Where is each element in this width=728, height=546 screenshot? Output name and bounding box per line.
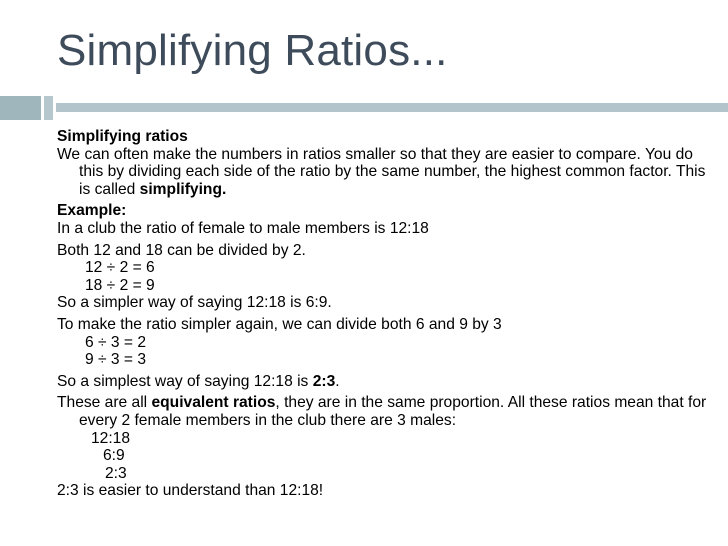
example-label-text: Example: bbox=[57, 202, 127, 220]
equiv-bold-text: equivalent ratios bbox=[151, 394, 276, 412]
equiv-pre-text: These are all bbox=[57, 394, 152, 412]
title-rule bbox=[56, 103, 728, 112]
simplest-paragraph bbox=[57, 373, 717, 391]
simplest-bold-text: 2:3 bbox=[312, 372, 336, 390]
simplest-pre-text: So a simplest way of saying 12:18 is bbox=[57, 372, 313, 390]
ratio-line-2: 6:9 bbox=[103, 447, 125, 465]
example-text: In a club the ratio of female to male members is 12:18 bbox=[57, 219, 429, 237]
calc-line-1: 12 ÷ 2 = 6 bbox=[85, 259, 155, 277]
step1-result: So a simpler way of saying 12:18 is 6:9. bbox=[57, 294, 332, 312]
simplest-post-text: . bbox=[335, 372, 340, 390]
slide-title: Simplifying Ratios... bbox=[57, 26, 448, 75]
calc-line-4: 9 ÷ 3 = 3 bbox=[85, 351, 147, 369]
intro-paragraph bbox=[57, 146, 717, 199]
step2-text: To make the ratio simpler again, we can divide both 6 and 9 by 3 bbox=[57, 315, 502, 333]
ratio-line-1: 12:18 bbox=[91, 429, 131, 447]
equivalent-paragraph bbox=[57, 394, 717, 429]
section-heading bbox=[57, 128, 717, 146]
example-label bbox=[57, 202, 717, 220]
conclusion-text: 2:3 is easier to understand than 12:18! bbox=[57, 482, 324, 500]
equiv-post-text: , they are in the same proportion. All these ratios mean that for every 2 female members in the club there are 3 males: bbox=[79, 394, 707, 429]
calc-line-3: 6 ÷ 3 = 2 bbox=[85, 333, 147, 351]
accent-bar bbox=[0, 96, 41, 120]
step1-text: Both 12 and 18 can be divided by 2. bbox=[57, 241, 306, 259]
intro-text: We can often make the numbers in ratios smaller so that they are easier to compare. You do this by dividing each side of the ratio by the same number, the highest common factor. This is called bbox=[57, 145, 706, 198]
ratio-line-3: 2:3 bbox=[105, 464, 127, 482]
calc-line-2: 18 ÷ 2 = 9 bbox=[85, 276, 155, 294]
section-heading-text: Simplifying ratios bbox=[57, 128, 188, 145]
accent-square bbox=[44, 96, 53, 120]
intro-bold-text: simplifying. bbox=[139, 180, 227, 198]
slide-body bbox=[57, 128, 717, 500]
